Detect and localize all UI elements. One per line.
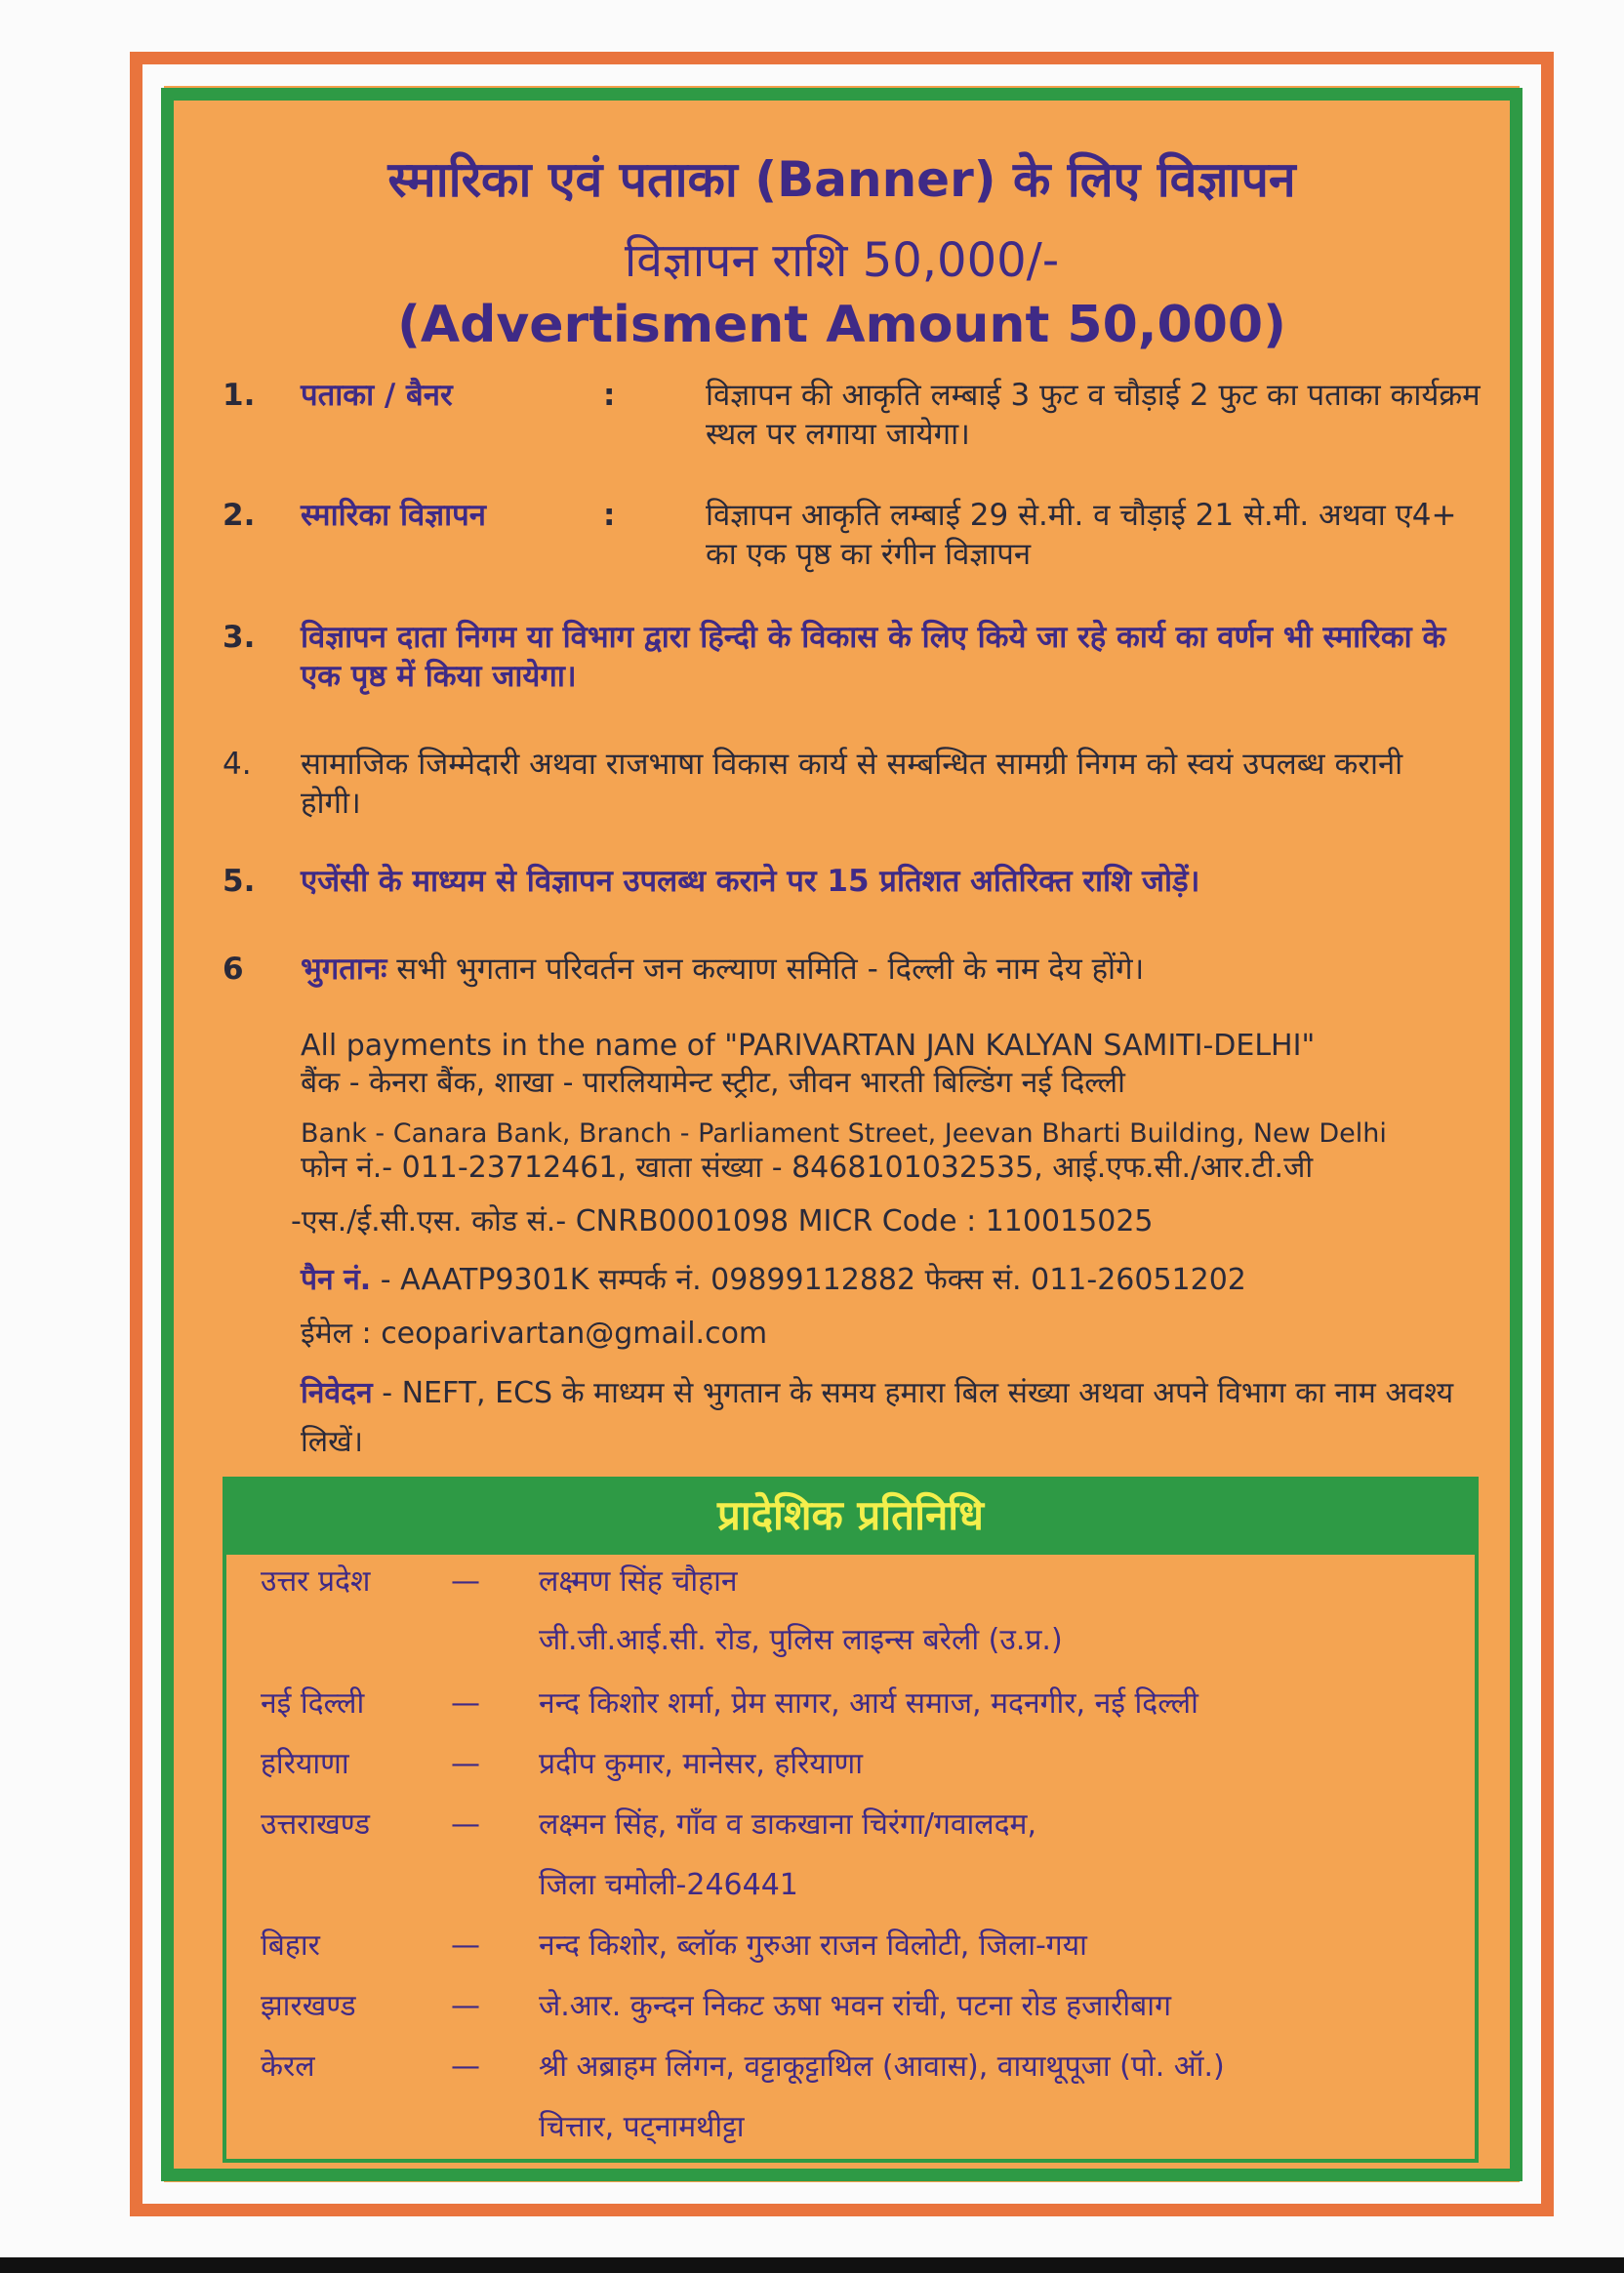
item-label: पताका / बैनर xyxy=(301,378,453,413)
email-line: ईमेल : ceoparivartan@gmail.com xyxy=(301,1317,768,1351)
payment-text: सभी भुगतान परिवर्तन जन कल्याण समिति - दिल्ली के नाम देय होंगे। xyxy=(396,952,1145,987)
amount-hindi: विज्ञापन राशि 50,000/- xyxy=(624,233,1060,288)
payment-name-line: All payments in the name of "PARIVARTAN JAN KALYAN SAMITI-DELHI" xyxy=(301,1029,1316,1063)
rep-line1: नन्द किशोर शर्मा, प्रेम सागर, आर्य समाज, मदनगीर, नई दिल्ली xyxy=(539,1686,1198,1721)
request-line xyxy=(301,1369,1472,1467)
rep-line1: प्रदीप कुमार, मानेसर, हरियाणा xyxy=(539,1747,864,1781)
rep-line1: जे.आर. कुन्दन निकट ऊषा भवन रांची, पटना रोड हजारीबाग xyxy=(539,1989,1171,2023)
rep-line2: जी.जी.आई.सी. रोड, पुलिस लाइन्स बरेली (उ.प्र.) xyxy=(539,1623,1063,1657)
rep-state: बिहार xyxy=(261,1928,320,1963)
item-number: 4. xyxy=(223,747,252,782)
rep-line2: चित्तार, पट्नामथीट्टा xyxy=(539,2110,745,2144)
rep-line1: श्री अब्राहम लिंगन, वट्टाकूट्टाथिल (आवास), वायाथूपूजा (पो. ऑ.) xyxy=(539,2050,1225,2084)
rep-dash: — xyxy=(451,1807,480,1842)
rep-line1: नन्द किशोर, ब्लॉक गुरुआ राजन विलोटी, जिला-गया xyxy=(539,1928,1087,1963)
rep-dash: — xyxy=(451,1928,480,1963)
item-label: स्मारिका विज्ञापन xyxy=(301,498,486,533)
rep-state: उत्तर प्रदेश xyxy=(261,1564,371,1599)
item-description: विज्ञापन आकृति लम्बाई 29 से.मी. व चौड़ाई 21 से.मी. अथवा ए4+ का एक पृष्ठ का रंगीन विज्ञापन xyxy=(706,498,1457,572)
rep-dash: — xyxy=(451,1564,480,1599)
item-colon: : xyxy=(603,498,616,533)
item-text: सामाजिक जिम्मेदारी अथवा राजभाषा विकास कार्य से सम्बन्धित सामग्री निगम को स्वयं उपलब्ध करानी होगी। xyxy=(301,747,1403,821)
rep-state: उत्तराखण्ड xyxy=(261,1807,371,1842)
rep-dash: — xyxy=(451,1989,480,2023)
item-colon: : xyxy=(603,378,616,413)
rep-state: हरियाणा xyxy=(261,1747,349,1781)
rep-state: नई दिल्ली xyxy=(261,1686,365,1721)
rep-dash: — xyxy=(451,1686,480,1721)
representatives-title: प्रादेशिक प्रतिनिधि xyxy=(223,1477,1479,1555)
rep-line1: लक्ष्मन सिंह, गाँव व डाकखाना चिरंगा/गवालदम, xyxy=(539,1807,1037,1842)
bank-english-line: Bank - Canara Bank, Branch - Parliament Street, Jeevan Bharti Building, New Delhi xyxy=(301,1118,1387,1149)
item-text: एजेंसी के माध्यम से विज्ञापन उपलब्ध कराने पर 15 प्रतिशत अतिरिक्त राशि जोड़ें। xyxy=(301,864,1200,899)
item-number: 2. xyxy=(223,498,256,533)
rep-line1: लक्ष्मण सिंह चौहान xyxy=(539,1564,738,1599)
item-number: 6 xyxy=(223,952,244,987)
item-text: विज्ञापन दाता निगम या विभाग द्वारा हिन्दी के विकास के लिए किये जा रहे कार्य का वर्णन भी स्मारिका के एक पृष्ठ में किया जायेगा। xyxy=(301,620,1446,694)
request-label: निवेदन xyxy=(301,1376,373,1410)
pan-label: पैन नं. xyxy=(301,1263,372,1297)
pan-text: - AAATP9301K सम्पर्क नं. 09899112882 फेक्स सं. 011-26051202 xyxy=(371,1263,1246,1297)
item-number: 1. xyxy=(223,378,256,413)
pan-line xyxy=(301,1262,1472,1299)
rep-line2: जिला चमोली-246441 xyxy=(539,1868,798,1902)
rep-dash: — xyxy=(451,2050,480,2084)
advertisement-panel xyxy=(161,88,1522,2181)
rep-state: केरल xyxy=(261,2050,315,2084)
item-number: 5. xyxy=(223,864,256,899)
account-line: फोन नं.- 011-23712461, खाता संख्या - 8468101032535, आई.एफ.सी./आर.टी.जी xyxy=(301,1151,1314,1185)
item-number: 3. xyxy=(223,620,256,655)
request-text: - NEFT, ECS के माध्यम से भुगतान के समय हमारा बिल संख्या अथवा अपने विभाग का नाम अवश्य लिखें। xyxy=(301,1376,1454,1459)
regional-representatives-box xyxy=(223,1477,1479,2163)
amount-english: (Advertisment Amount 50,000) xyxy=(397,296,1286,354)
payment-label: भुगतानः xyxy=(301,952,387,987)
rep-state: झारखण्ड xyxy=(261,1989,356,2023)
item-description: विज्ञापन की आकृति लम्बाई 3 फुट व चौड़ाई 2 फुट का पताका कार्यक्रम स्थल पर लगाया जायेगा। xyxy=(706,378,1481,452)
rep-dash: — xyxy=(451,1747,480,1781)
bottom-scan-edge xyxy=(0,2257,1624,2273)
ifsc-line: -एस./ई.सी.एस. कोड सं.- CNRB0001098 MICR Code : 110015025 xyxy=(291,1204,1154,1238)
page-title: स्मारिका एवं पताका (Banner) के लिए विज्ञापन xyxy=(387,151,1296,208)
bank-hindi-line: बैंक - केनरा बैंक, शाखा - पारलियामेन्ट स्ट्रीट, जीवन भारती बिल्डिंग नई दिल्ली xyxy=(301,1066,1125,1100)
